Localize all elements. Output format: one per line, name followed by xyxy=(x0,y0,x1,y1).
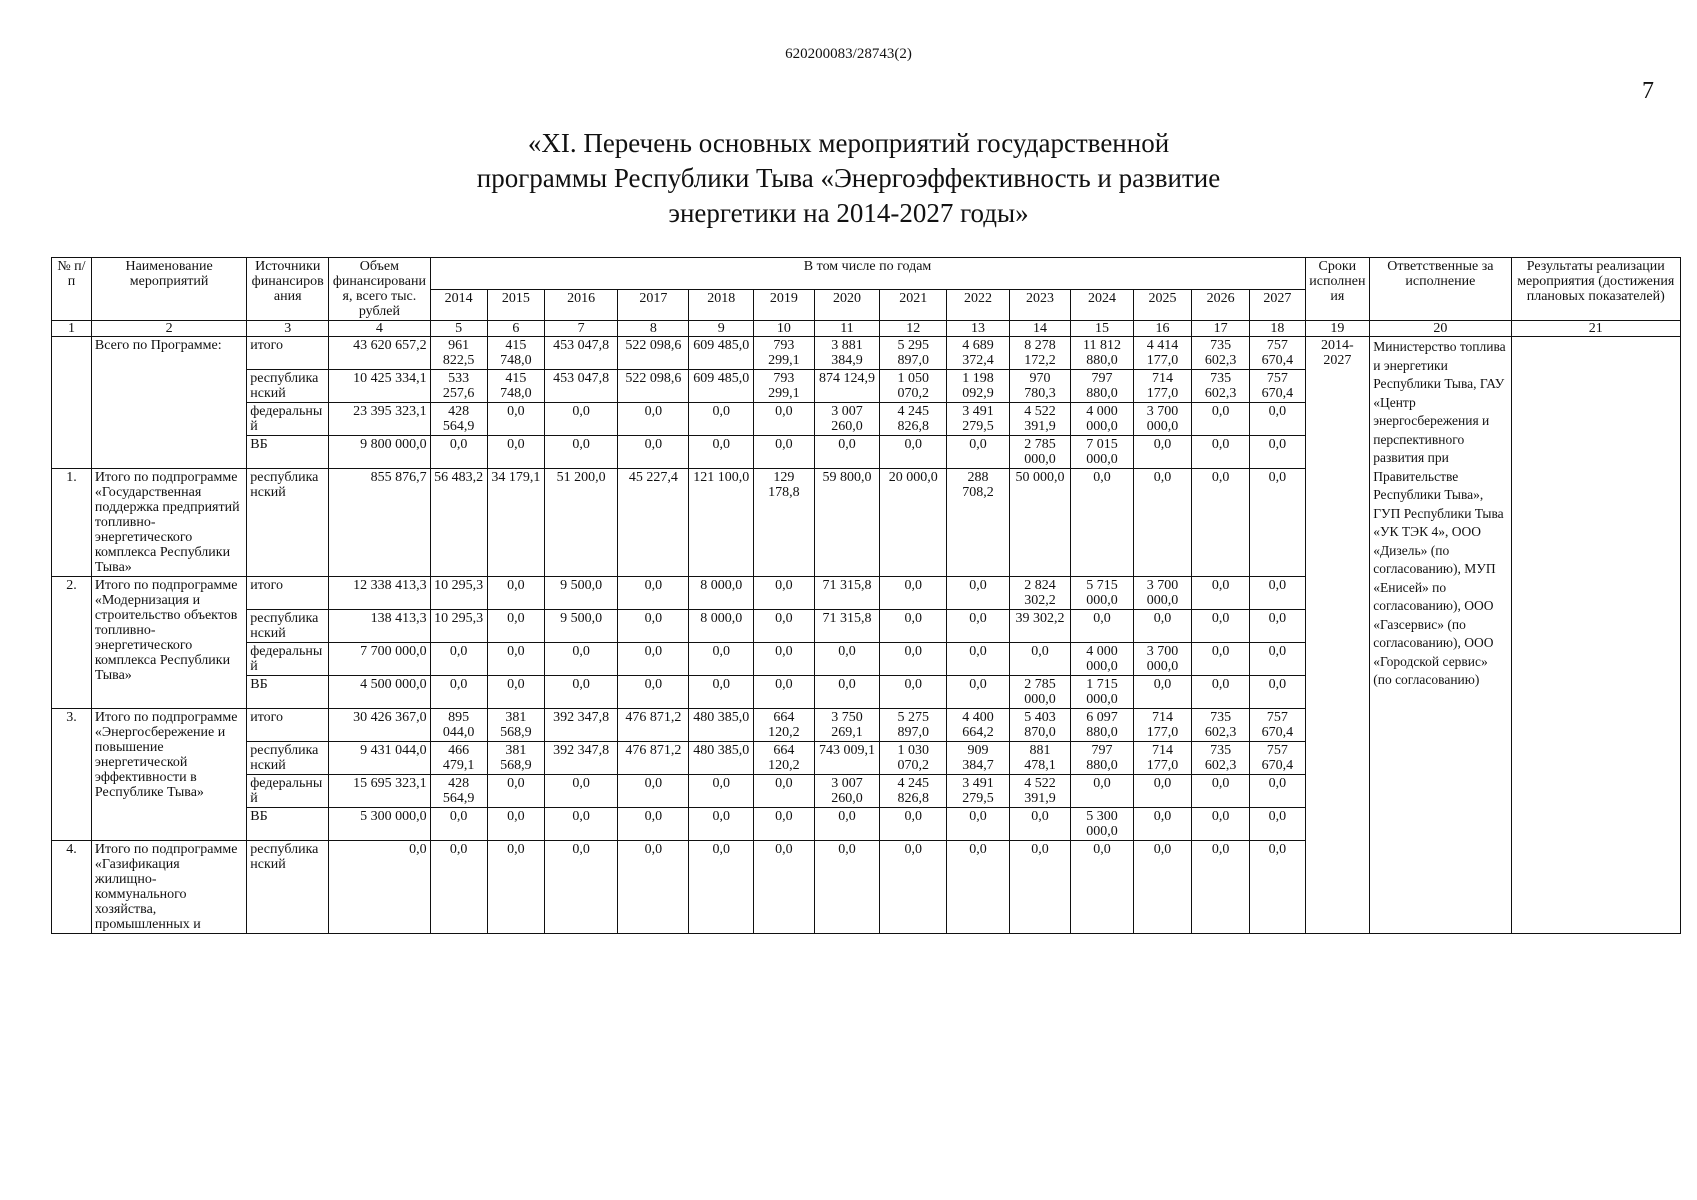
year-value: 0,0 xyxy=(1192,436,1250,469)
year-value: 0,0 xyxy=(544,841,617,934)
year-value: 0,0 xyxy=(544,808,617,841)
measure-name: Итого по подпрограмме «Модернизация и строительство объектов топливно-энергетического комплекса Республики Тыва» xyxy=(91,577,246,709)
year-value: 0,0 xyxy=(618,577,689,610)
year-value: 0,0 xyxy=(430,643,487,676)
year-value: 970 780,3 xyxy=(1009,370,1070,403)
year-value: 428 564,9 xyxy=(430,403,487,436)
year-value: 121 100,0 xyxy=(689,469,754,577)
year-value: 1 050 070,2 xyxy=(880,370,947,403)
year-value: 4 000 000,0 xyxy=(1071,643,1134,676)
year-value: 288 708,2 xyxy=(947,469,1010,577)
year-value: 0,0 xyxy=(1250,643,1305,676)
year-value: 757 670,4 xyxy=(1250,337,1305,370)
funding-source: республиканский xyxy=(247,469,329,577)
year-value: 0,0 xyxy=(1250,676,1305,709)
year-value: 8 278 172,2 xyxy=(1009,337,1070,370)
year-value: 4 400 664,2 xyxy=(947,709,1010,742)
funding-total: 23 395 323,1 xyxy=(329,403,430,436)
year-value: 0,0 xyxy=(1192,841,1250,934)
year-value: 0,0 xyxy=(1071,610,1134,643)
year-value: 0,0 xyxy=(947,577,1010,610)
row-number: 1. xyxy=(52,469,92,577)
column-number-10: 10 xyxy=(754,321,814,337)
year-value: 0,0 xyxy=(544,775,617,808)
funding-source: итого xyxy=(247,337,329,370)
year-value: 874 124,9 xyxy=(814,370,880,403)
year-value: 71 315,8 xyxy=(814,610,880,643)
funding-source: республиканский xyxy=(247,841,329,934)
title-line-3: энергетики на 2014-2027 годы» xyxy=(668,198,1029,228)
year-value: 0,0 xyxy=(1192,577,1250,610)
year-value: 664 120,2 xyxy=(754,742,814,775)
year-value: 5 300 000,0 xyxy=(1071,808,1134,841)
year-value: 0,0 xyxy=(1071,469,1134,577)
year-value: 0,0 xyxy=(754,610,814,643)
year-value: 8 000,0 xyxy=(689,610,754,643)
funding-source: федеральный xyxy=(247,775,329,808)
year-value: 20 000,0 xyxy=(880,469,947,577)
header-deadline: Сроки исполнения xyxy=(1305,258,1370,321)
funding-source: республиканский xyxy=(247,370,329,403)
column-number-9: 9 xyxy=(689,321,754,337)
year-value: 793 299,1 xyxy=(754,370,814,403)
year-value: 0,0 xyxy=(618,643,689,676)
column-number-6: 6 xyxy=(487,321,544,337)
funding-total: 30 426 367,0 xyxy=(329,709,430,742)
year-value: 9 500,0 xyxy=(544,577,617,610)
year-value: 415 748,0 xyxy=(487,337,544,370)
year-value: 0,0 xyxy=(814,808,880,841)
year-value: 0,0 xyxy=(1250,610,1305,643)
year-value: 0,0 xyxy=(814,841,880,934)
year-value: 0,0 xyxy=(1133,808,1191,841)
year-value: 664 120,2 xyxy=(754,709,814,742)
year-value: 5 295 897,0 xyxy=(880,337,947,370)
column-number-14: 14 xyxy=(1009,321,1070,337)
header-year-2016: 2016 xyxy=(544,289,617,321)
year-value: 0,0 xyxy=(1192,808,1250,841)
row-number: 4. xyxy=(52,841,92,934)
year-value: 0,0 xyxy=(1071,775,1134,808)
year-value: 0,0 xyxy=(754,643,814,676)
year-value: 0,0 xyxy=(618,676,689,709)
header-source: Источники финансирования xyxy=(247,258,329,321)
year-value: 0,0 xyxy=(618,403,689,436)
year-value: 0,0 xyxy=(754,436,814,469)
year-value: 4 522 391,9 xyxy=(1009,775,1070,808)
column-number-18: 18 xyxy=(1250,321,1305,337)
year-value: 0,0 xyxy=(544,676,617,709)
year-value: 0,0 xyxy=(947,841,1010,934)
year-value: 0,0 xyxy=(689,403,754,436)
year-value: 533 257,6 xyxy=(430,370,487,403)
year-value: 522 098,6 xyxy=(618,337,689,370)
header-year-2019: 2019 xyxy=(754,289,814,321)
section-title xyxy=(0,126,1697,231)
funding-source: республиканский xyxy=(247,610,329,643)
year-value: 34 179,1 xyxy=(487,469,544,577)
year-value: 0,0 xyxy=(1192,469,1250,577)
year-value: 39 302,2 xyxy=(1009,610,1070,643)
year-value: 0,0 xyxy=(814,436,880,469)
year-value: 757 670,4 xyxy=(1250,709,1305,742)
year-value: 0,0 xyxy=(1071,841,1134,934)
responsible-cell: Министерство топлива и энергетики Республики Тыва, ГАУ «Центр энергосбережения и перспективного развития при Правительстве Республики Тыва», ГУП Республики Тыва «УК ТЭК 4», ООО «Дизель» (по согласованию), МУП «Енисей» по согласованию), ООО «Газсервис» (по согласованию), ООО «Городской сервис» (по согласованию) xyxy=(1370,337,1511,934)
year-value: 381 568,9 xyxy=(487,742,544,775)
column-number-11: 11 xyxy=(814,321,880,337)
measure-name: Всего по Программе: xyxy=(91,337,246,469)
year-value: 0,0 xyxy=(947,676,1010,709)
year-value: 480 385,0 xyxy=(689,742,754,775)
year-value: 2 824 302,2 xyxy=(1009,577,1070,610)
year-value: 6 097 880,0 xyxy=(1071,709,1134,742)
column-number-20: 20 xyxy=(1370,321,1511,337)
year-value: 3 491 279,5 xyxy=(947,403,1010,436)
year-value: 5 275 897,0 xyxy=(880,709,947,742)
year-value: 71 315,8 xyxy=(814,577,880,610)
header-results: Результаты реализации мероприятия (достижения плановых показателей) xyxy=(1511,258,1680,321)
row-number: 2. xyxy=(52,577,92,709)
year-value: 2 785 000,0 xyxy=(1009,676,1070,709)
year-value: 3 700 000,0 xyxy=(1133,403,1191,436)
year-value: 3 700 000,0 xyxy=(1133,643,1191,676)
header-total: Объем финансирования, всего тыс. рублей xyxy=(329,258,430,321)
year-value: 0,0 xyxy=(430,808,487,841)
year-value: 0,0 xyxy=(754,808,814,841)
row-number: 3. xyxy=(52,709,92,841)
deadline-cell: 2014-2027 xyxy=(1305,337,1370,934)
title-line-1: «XI. Перечень основных мероприятий государственной xyxy=(527,128,1170,158)
year-value: 392 347,8 xyxy=(544,742,617,775)
year-value: 0,0 xyxy=(430,436,487,469)
year-value: 0,0 xyxy=(1133,436,1191,469)
year-value: 3 491 279,5 xyxy=(947,775,1010,808)
year-value: 1 030 070,2 xyxy=(880,742,947,775)
year-value: 4 689 372,4 xyxy=(947,337,1010,370)
year-value: 0,0 xyxy=(1250,403,1305,436)
year-value: 0,0 xyxy=(880,643,947,676)
header-year-2026: 2026 xyxy=(1192,289,1250,321)
header-year-2022: 2022 xyxy=(947,289,1010,321)
year-value: 10 295,3 xyxy=(430,577,487,610)
column-number-12: 12 xyxy=(880,321,947,337)
header-year-2023: 2023 xyxy=(1009,289,1070,321)
funding-total: 0,0 xyxy=(329,841,430,934)
header-name: Наименование мероприятий xyxy=(91,258,246,321)
column-number-13: 13 xyxy=(947,321,1010,337)
year-value: 881 478,1 xyxy=(1009,742,1070,775)
funding-total: 12 338 413,3 xyxy=(329,577,430,610)
year-value: 9 500,0 xyxy=(544,610,617,643)
header-year-2027: 2027 xyxy=(1250,289,1305,321)
year-value: 4 414 177,0 xyxy=(1133,337,1191,370)
year-value: 797 880,0 xyxy=(1071,742,1134,775)
header-responsible: Ответственные за исполнение xyxy=(1370,258,1511,321)
year-value: 0,0 xyxy=(689,808,754,841)
year-value: 735 602,3 xyxy=(1192,709,1250,742)
funding-source: ВБ xyxy=(247,436,329,469)
year-value: 0,0 xyxy=(487,676,544,709)
year-value: 0,0 xyxy=(880,676,947,709)
title-line-2: программы Республики Тыва «Энергоэффективность и развитие xyxy=(476,163,1221,193)
program-measures-table xyxy=(51,257,1681,934)
year-value: 3 007 260,0 xyxy=(814,403,880,436)
year-value: 0,0 xyxy=(689,841,754,934)
year-value: 0,0 xyxy=(754,403,814,436)
year-value: 0,0 xyxy=(618,436,689,469)
year-value: 0,0 xyxy=(947,808,1010,841)
year-value: 0,0 xyxy=(1133,610,1191,643)
funding-total: 4 500 000,0 xyxy=(329,676,430,709)
year-value: 453 047,8 xyxy=(544,370,617,403)
year-value: 0,0 xyxy=(1250,808,1305,841)
year-value: 0,0 xyxy=(947,610,1010,643)
column-number-5: 5 xyxy=(430,321,487,337)
year-value: 476 871,2 xyxy=(618,742,689,775)
year-value: 0,0 xyxy=(1250,775,1305,808)
year-value: 0,0 xyxy=(1009,643,1070,676)
year-value: 2 785 000,0 xyxy=(1009,436,1070,469)
year-value: 0,0 xyxy=(1250,469,1305,577)
year-value: 0,0 xyxy=(544,643,617,676)
year-value: 0,0 xyxy=(689,676,754,709)
year-value: 0,0 xyxy=(754,676,814,709)
year-value: 415 748,0 xyxy=(487,370,544,403)
year-value: 0,0 xyxy=(880,610,947,643)
year-value: 3 700 000,0 xyxy=(1133,577,1191,610)
year-value: 453 047,8 xyxy=(544,337,617,370)
year-value: 0,0 xyxy=(754,841,814,934)
header-num: № п/п xyxy=(52,258,92,321)
year-value: 428 564,9 xyxy=(430,775,487,808)
column-number-7: 7 xyxy=(544,321,617,337)
year-value: 961 822,5 xyxy=(430,337,487,370)
year-value: 0,0 xyxy=(487,775,544,808)
year-value: 59 800,0 xyxy=(814,469,880,577)
funding-total: 7 700 000,0 xyxy=(329,643,430,676)
table-body xyxy=(52,337,1681,934)
funding-total: 43 620 657,2 xyxy=(329,337,430,370)
year-value: 480 385,0 xyxy=(689,709,754,742)
year-value: 0,0 xyxy=(947,436,1010,469)
year-value: 0,0 xyxy=(618,808,689,841)
header-year-2014: 2014 xyxy=(430,289,487,321)
year-value: 895 044,0 xyxy=(430,709,487,742)
year-value: 0,0 xyxy=(487,577,544,610)
year-value: 0,0 xyxy=(754,775,814,808)
year-value: 8 000,0 xyxy=(689,577,754,610)
year-value: 743 009,1 xyxy=(814,742,880,775)
year-value: 466 479,1 xyxy=(430,742,487,775)
year-value: 3 007 260,0 xyxy=(814,775,880,808)
year-value: 0,0 xyxy=(814,676,880,709)
year-value: 797 880,0 xyxy=(1071,370,1134,403)
year-value: 0,0 xyxy=(1250,841,1305,934)
measure-name: Итого по подпрограмме «Государственная поддержка предприятий топливно-энергетического комплекса Республики Тыва» xyxy=(91,469,246,577)
column-number-17: 17 xyxy=(1192,321,1250,337)
table-head xyxy=(52,258,1681,337)
funding-total: 855 876,7 xyxy=(329,469,430,577)
year-value: 0,0 xyxy=(1133,676,1191,709)
year-value: 0,0 xyxy=(880,577,947,610)
year-value: 0,0 xyxy=(487,643,544,676)
year-value: 5 403 870,0 xyxy=(1009,709,1070,742)
year-value: 50 000,0 xyxy=(1009,469,1070,577)
year-value: 0,0 xyxy=(1133,841,1191,934)
funding-source: итого xyxy=(247,709,329,742)
column-number-2: 2 xyxy=(91,321,246,337)
year-value: 4 000 000,0 xyxy=(1071,403,1134,436)
year-value: 0,0 xyxy=(1192,643,1250,676)
year-value: 0,0 xyxy=(689,436,754,469)
header-year-2025: 2025 xyxy=(1133,289,1191,321)
year-value: 0,0 xyxy=(880,436,947,469)
column-number-4: 4 xyxy=(329,321,430,337)
header-year-2017: 2017 xyxy=(618,289,689,321)
year-value: 609 485,0 xyxy=(689,337,754,370)
year-value: 0,0 xyxy=(487,841,544,934)
year-value: 0,0 xyxy=(880,841,947,934)
funding-total: 138 413,3 xyxy=(329,610,430,643)
year-value: 0,0 xyxy=(618,775,689,808)
year-value: 0,0 xyxy=(544,403,617,436)
column-number-1: 1 xyxy=(52,321,92,337)
page-number: 7 xyxy=(1642,78,1654,104)
document-number: 620200083/28743(2) xyxy=(785,46,912,62)
year-value: 0,0 xyxy=(1192,676,1250,709)
year-value: 909 384,7 xyxy=(947,742,1010,775)
funding-source: итого xyxy=(247,577,329,610)
year-value: 0,0 xyxy=(1192,610,1250,643)
column-number-19: 19 xyxy=(1305,321,1370,337)
funding-total: 9 800 000,0 xyxy=(329,436,430,469)
year-value: 3 750 269,1 xyxy=(814,709,880,742)
year-value: 0,0 xyxy=(618,610,689,643)
year-value: 793 299,1 xyxy=(754,337,814,370)
funding-total: 9 431 044,0 xyxy=(329,742,430,775)
year-value: 3 881 384,9 xyxy=(814,337,880,370)
year-value: 714 177,0 xyxy=(1133,709,1191,742)
year-value: 0,0 xyxy=(1133,775,1191,808)
year-value: 0,0 xyxy=(1250,436,1305,469)
year-value: 0,0 xyxy=(430,841,487,934)
year-value: 10 295,3 xyxy=(430,610,487,643)
year-value: 1 198 092,9 xyxy=(947,370,1010,403)
header-year-2018: 2018 xyxy=(689,289,754,321)
measure-name: Итого по подпрограмме «Энергосбережение и повышение энергетической эффективности в Республике Тыва» xyxy=(91,709,246,841)
year-value: 757 670,4 xyxy=(1250,742,1305,775)
year-value: 4 245 826,8 xyxy=(880,775,947,808)
year-value: 0,0 xyxy=(880,808,947,841)
year-value: 757 670,4 xyxy=(1250,370,1305,403)
year-value: 0,0 xyxy=(1192,775,1250,808)
year-value: 0,0 xyxy=(544,436,617,469)
year-value: 0,0 xyxy=(618,841,689,934)
year-value: 45 227,4 xyxy=(618,469,689,577)
table-row xyxy=(52,337,1681,370)
column-number-3: 3 xyxy=(247,321,329,337)
year-value: 0,0 xyxy=(487,808,544,841)
funding-total: 5 300 000,0 xyxy=(329,808,430,841)
year-value: 0,0 xyxy=(689,775,754,808)
funding-source: ВБ xyxy=(247,676,329,709)
year-value: 5 715 000,0 xyxy=(1071,577,1134,610)
year-value: 0,0 xyxy=(754,577,814,610)
year-value: 522 098,6 xyxy=(618,370,689,403)
year-value: 0,0 xyxy=(1192,403,1250,436)
year-value: 714 177,0 xyxy=(1133,370,1191,403)
year-value: 0,0 xyxy=(689,643,754,676)
year-value: 0,0 xyxy=(487,436,544,469)
column-number-15: 15 xyxy=(1071,321,1134,337)
year-value: 0,0 xyxy=(487,403,544,436)
year-value: 0,0 xyxy=(487,610,544,643)
year-value: 476 871,2 xyxy=(618,709,689,742)
year-value: 0,0 xyxy=(814,643,880,676)
column-number-8: 8 xyxy=(618,321,689,337)
year-value: 0,0 xyxy=(947,643,1010,676)
year-value: 4 245 826,8 xyxy=(880,403,947,436)
header-year-2021: 2021 xyxy=(880,289,947,321)
funding-total: 15 695 323,1 xyxy=(329,775,430,808)
year-value: 51 200,0 xyxy=(544,469,617,577)
year-value: 735 602,3 xyxy=(1192,337,1250,370)
header-year-2015: 2015 xyxy=(487,289,544,321)
funding-source: ВБ xyxy=(247,808,329,841)
year-value: 381 568,9 xyxy=(487,709,544,742)
year-value: 0,0 xyxy=(1009,841,1070,934)
year-value: 714 177,0 xyxy=(1133,742,1191,775)
year-value: 4 522 391,9 xyxy=(1009,403,1070,436)
column-number-21: 21 xyxy=(1511,321,1680,337)
year-value: 11 812 880,0 xyxy=(1071,337,1134,370)
year-value: 0,0 xyxy=(1009,808,1070,841)
results-cell xyxy=(1511,337,1680,934)
header-year-2020: 2020 xyxy=(814,289,880,321)
year-value: 0,0 xyxy=(430,676,487,709)
funding-total: 10 425 334,1 xyxy=(329,370,430,403)
header-year-2024: 2024 xyxy=(1071,289,1134,321)
header-years-group: В том числе по годам xyxy=(430,258,1305,290)
funding-source: федеральный xyxy=(247,403,329,436)
funding-source: федеральный xyxy=(247,643,329,676)
year-value: 392 347,8 xyxy=(544,709,617,742)
measure-name: Итого по подпрограмме «Газификация жилищно-коммунального хозяйства, промышленных и xyxy=(91,841,246,934)
year-value: 7 015 000,0 xyxy=(1071,436,1134,469)
year-value: 1 715 000,0 xyxy=(1071,676,1134,709)
year-value: 609 485,0 xyxy=(689,370,754,403)
funding-source: республиканский xyxy=(247,742,329,775)
year-value: 735 602,3 xyxy=(1192,370,1250,403)
year-value: 56 483,2 xyxy=(430,469,487,577)
year-value: 129 178,8 xyxy=(754,469,814,577)
year-value: 0,0 xyxy=(1133,469,1191,577)
row-number xyxy=(52,337,92,469)
column-number-16: 16 xyxy=(1133,321,1191,337)
year-value: 0,0 xyxy=(1250,577,1305,610)
year-value: 735 602,3 xyxy=(1192,742,1250,775)
